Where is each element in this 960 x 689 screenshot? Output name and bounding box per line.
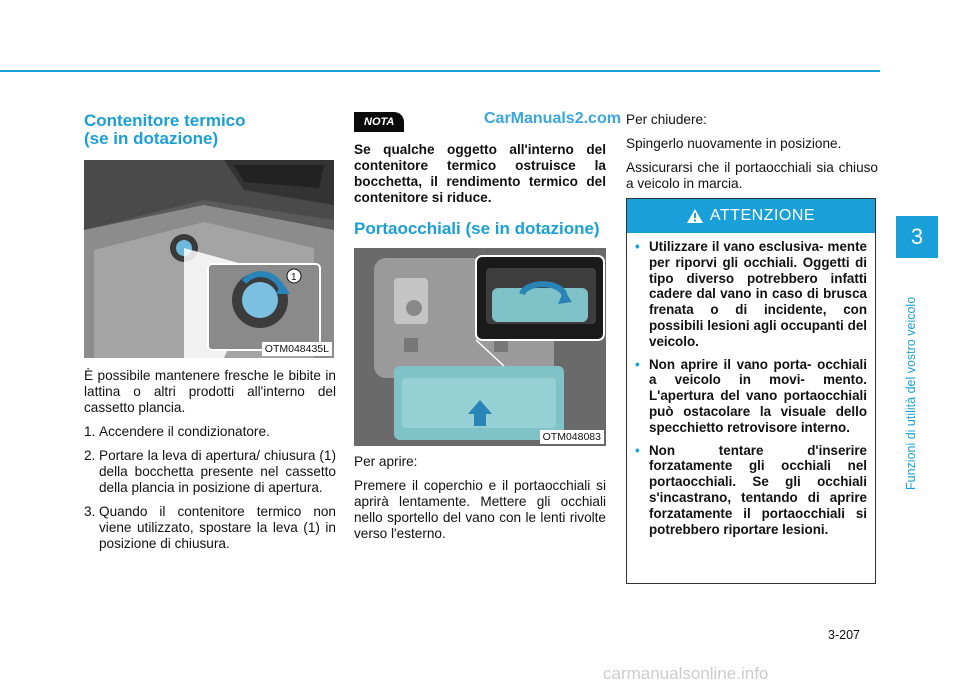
close-step: Spingerlo nuovamente in posizione.	[626, 136, 842, 151]
warning-item	[635, 357, 867, 436]
chapter-title: Funzioni di utilità del vostro veicolo	[904, 296, 918, 490]
warning-text: Utilizzare il vano esclusiva- mente per riporvi gli occhiali. Oggetti di tipo diverso potrebbero infatti cadere dal vano in caso di brusca frenata o di incidente, con possibili lesioni agli occupanti del veicolo.	[649, 239, 867, 349]
step-text: Portare la leva di apertura/ chiusura (1) della bocchetta presente nel cassetto della plancia in posizione di apertura.	[99, 448, 336, 495]
nota-text: Se qualche oggetto all'interno del contenitore termico ostruisce la bocchetta, il rendimento termico del contenitore si riduce.	[354, 142, 606, 205]
callout-number: 1	[291, 272, 297, 283]
step-number: 1.	[84, 424, 96, 439]
column-thermal-box	[84, 112, 336, 560]
section-title-thermal-box	[84, 112, 336, 148]
warning-title: ATTENZIONE	[709, 207, 816, 224]
thermal-box-intro: È possibile mantenere fresche le bibite in lattina o altri prodotti all'interno del cassetto plancia.	[84, 368, 336, 415]
bullet-icon: •	[635, 356, 640, 372]
warning-text: Non aprire il vano porta- occhiali a veicolo in movi- mento. L'apertura del vano portaocchiali può ostacolare la visuale dello specchietto retrovisore interno.	[649, 356, 867, 435]
header-rule	[0, 70, 880, 72]
close-heading: Per chiudere:	[626, 112, 707, 127]
column-glasses-holder	[354, 112, 606, 550]
step-text: Accendere il condizionatore.	[99, 424, 270, 439]
thermal-box-steps	[84, 424, 336, 552]
step-text: Quando il contenitore termico non viene utilizzato, spostare la leva (1) in posizione di chiusura.	[99, 504, 336, 551]
open-text: Premere il coperchio e il portaocchiali si aprirà lentamente. Mettere gli occhiali nello sportello del vano con le lenti rivolte verso l'esterno.	[354, 478, 606, 541]
warning-header	[627, 199, 875, 233]
bullet-icon: •	[635, 442, 640, 458]
section-title-glasses: Portaocchiali (se in dotazione)	[354, 219, 600, 238]
close-note: Assicurarsi che il portaocchiali sia chiuso a veicolo in marcia.	[626, 160, 878, 191]
nota-label: NOTA	[354, 112, 404, 132]
open-heading: Per aprire:	[354, 454, 418, 469]
step-item	[84, 424, 336, 440]
step-number: 2.	[84, 448, 96, 463]
step-item	[84, 448, 336, 496]
warning-text: Non tentare d'inserire forzatamente gli occhiali nel portaocchiali. Se gli occhiali s'incastrano, tentando di aprire forzatamente il portaocchiali si potrebbero riportare lesioni.	[649, 442, 867, 537]
figure-glovebox	[84, 160, 334, 358]
footer-watermark: carmanualsonline.info	[603, 664, 769, 683]
column-closing	[626, 112, 878, 200]
warning-item	[635, 239, 867, 350]
figure-code: OTM048083	[540, 430, 604, 444]
warning-box	[626, 198, 876, 584]
figure-overhead-console	[354, 248, 606, 446]
section-title-line1: Contenitore termico	[84, 111, 246, 130]
step-number: 3.	[84, 504, 96, 519]
page-number: 3-207	[828, 628, 860, 642]
overhead-console-illustration	[354, 248, 606, 446]
step-item	[84, 504, 336, 552]
chapter-tab: 3	[896, 216, 938, 258]
warning-item	[635, 443, 867, 538]
section-title-line2: (se in dotazione)	[84, 129, 219, 148]
figure-code: OTM048435L	[262, 342, 332, 356]
warning-body	[627, 233, 875, 537]
warning-triangle-icon	[687, 209, 703, 223]
watermark: CarManuals2.com	[484, 110, 621, 127]
glovebox-illustration	[84, 160, 334, 358]
bullet-icon: •	[635, 239, 640, 254]
